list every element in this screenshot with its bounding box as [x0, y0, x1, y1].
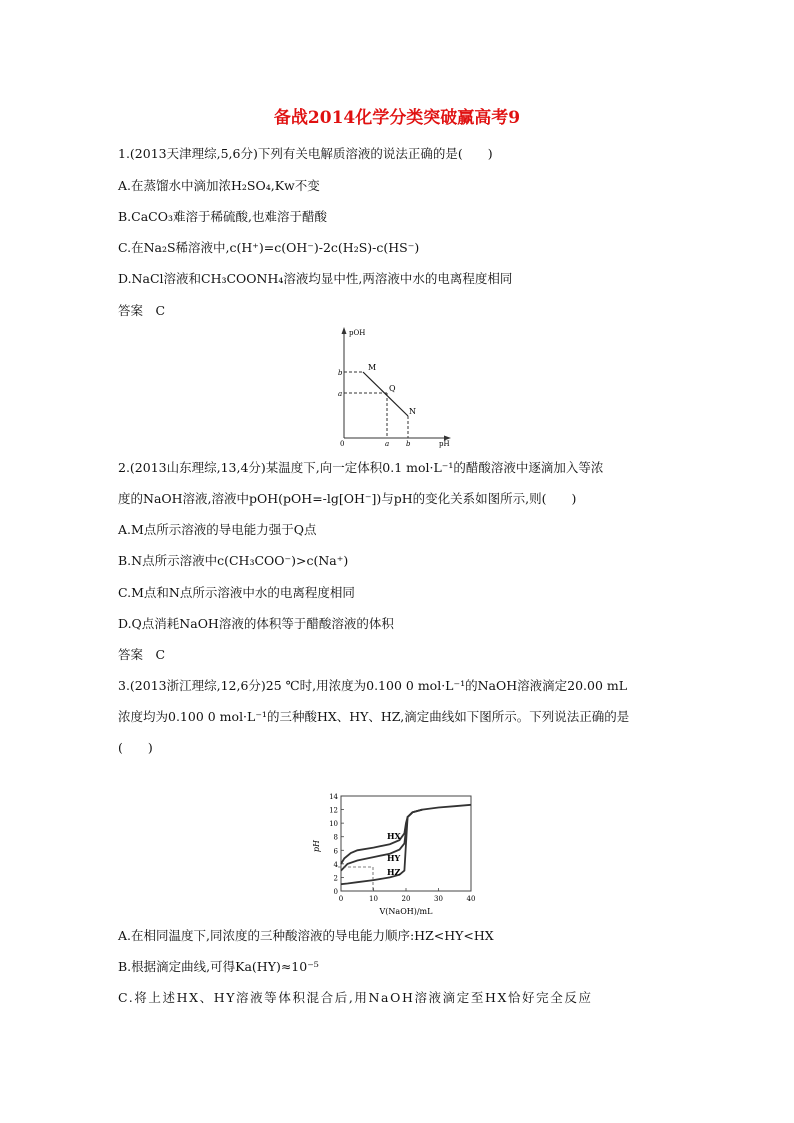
y-tick-label: 6 — [333, 847, 338, 856]
tick-b-y: b — [338, 369, 343, 377]
q2-answer: 答案 C — [118, 647, 166, 662]
poh-ph-figure — [335, 325, 460, 450]
origin-label: 0 — [340, 440, 345, 448]
q3-option-c: C.将上述HX、HY溶液等体积混合后,用NaOH溶液滴定至HX恰好完全反应 — [118, 990, 593, 1005]
series-label-hx: HX — [387, 831, 401, 841]
q3-stem-line1: 3.(2013浙江理综,12,6分)25 ℃时,用浓度为0.100 0 mol·L⁻¹的NaOH溶液滴定20.00 mL — [118, 678, 628, 693]
q2-option-a: A.M点所示溶液的导电能力强于Q点 — [118, 522, 317, 537]
tick-b-x: b — [406, 440, 411, 448]
y-axis-label: pH — [312, 839, 321, 853]
series-label-hy: HY — [387, 853, 401, 863]
q3-option-a: A.在相同温度下,同浓度的三种酸溶液的导电能力顺序:HZ<HY<HX — [118, 928, 494, 943]
x-tick-label: 40 — [466, 895, 476, 903]
q2-option-d: D.Q点消耗NaOH溶液的体积等于醋酸溶液的体积 — [118, 616, 394, 631]
y-tick-label: 8 — [333, 833, 338, 842]
q3-option-b: B.根据滴定曲线,可得Ka(HY)≈10⁻⁵ — [118, 959, 319, 974]
y-tick-label: 12 — [329, 806, 338, 815]
x-tick-label: 20 — [401, 895, 411, 903]
page-title: 备战2014化学分类突破赢高考9 — [273, 108, 521, 128]
q2-option-c: C.M点和N点所示溶液中水的电离程度相同 — [118, 585, 355, 600]
titration-chart — [310, 788, 485, 918]
q1-option-d: D.NaCl溶液和CH₃COONH₄溶液均显中性,两溶液中水的电离程度相同 — [118, 271, 513, 286]
q1-option-b: B.CaCO₃难溶于稀硫酸,也难溶于醋酸 — [118, 209, 327, 224]
y-tick-label: 0 — [333, 888, 338, 896]
x-axis-label: V(NaOH)/mL — [379, 907, 433, 916]
x-tick-label: 0 — [338, 895, 344, 903]
poh-line — [363, 372, 408, 416]
y-tick-label: 14 — [329, 793, 338, 801]
q2-stem-line2: 度的NaOH溶液,溶液中pOH(pOH=-lg[OH⁻])与pH的变化关系如图所示,则( ) — [118, 491, 577, 506]
q2-option-b: B.N点所示溶液中c(CH₃COO⁻)>c(Na⁺) — [118, 553, 349, 568]
q1-option-c: C.在Na₂S稀溶液中,c(H⁺)=c(OH⁻)-2c(H₂S)-c(HS⁻) — [118, 240, 420, 255]
y-tick-label: 2 — [333, 874, 338, 883]
y-tick-label: 10 — [329, 820, 338, 829]
point-n-label: N — [409, 407, 416, 416]
q1-answer: 答案 C — [118, 303, 166, 318]
q1-stem: 1.(2013天津理综,5,6分)下列有关电解质溶液的说法正确的是( ) — [118, 146, 493, 161]
q2-stem-line1: 2.(2013山东理综,13,4分)某温度下,向一定体积0.1 mol·L⁻¹的醋酸溶液中逐滴加入等浓 — [118, 460, 604, 475]
point-m-label: M — [368, 363, 377, 372]
series-label-hz: HZ — [387, 867, 401, 877]
q3-stem-line2: 浓度均为0.100 0 mol·L⁻¹的三种酸HX、HY、HZ,滴定曲线如下图所示。下列说法正确的是 — [118, 709, 630, 724]
point-q-label: Q — [389, 384, 396, 393]
y-axis-label: pOH — [349, 329, 366, 337]
tick-a-y: a — [338, 390, 343, 398]
tick-a-x: a — [385, 440, 390, 448]
x-tick-label: 10 — [369, 895, 378, 903]
x-axis-label: pH — [439, 440, 450, 448]
q1-option-a: A.在蒸馏水中滴加浓H₂SO₄,Kw不变 — [118, 178, 320, 193]
x-tick-label: 30 — [434, 895, 443, 903]
y-tick-label: 4 — [333, 860, 338, 869]
q3-stem-line3: ( ) — [118, 740, 153, 755]
y-axis-arrow-icon — [342, 327, 347, 334]
